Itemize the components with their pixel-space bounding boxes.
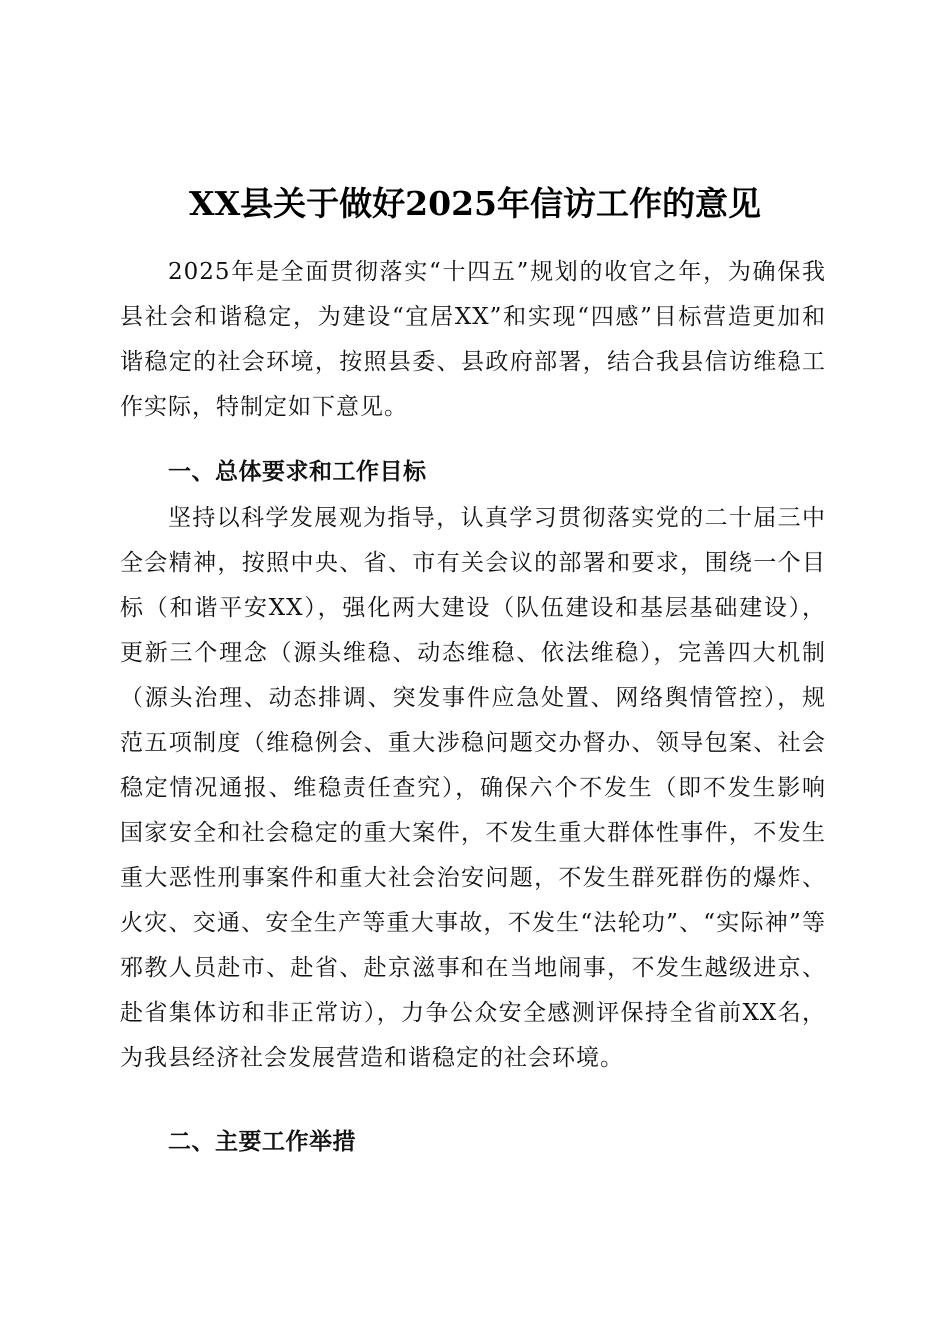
section-1-paragraph: 坚持以科学发展观为指导，认真学习贯彻落实党的二十届三中全会精神，按照中央、省、市有关会议的部署和要求，围绕一个目标（和谐平安XX），强化两大建设（队伍建设和基层基础建设），更新三个理念（源头维稳、动态维稳、依法维稳），完善四大机制（源头治理、动态排调、突发事件应急处置、网络舆情管控），规范五项制度（维稳例会、重大涉稳问题交办督办、领导包案、社会稳定情况通报、维稳责任查究），确保六个不发生（即不发生影响国家安全和社会稳定的重大案件，不发生重大群体性事件，不发生重大恶性刑事案件和重大社会治安问题，不发生群死群伤的爆炸、火灾、交通、安全生产等重大事故，不发生“法轮功”、“实际神”等邪教人员赴市、赴省、赴京滋事和在当地闹事，不发生越级进京、赴省集体访和非正常访），力争公众安全感测评保持全省前XX名，为我县经济社会发展营造和谐稳定的社会环境。 [120,505,826,1071]
intro-paragraph: 2025年是全面贯彻落实“十四五”规划的收官之年，为确保我县社会和谐稳定，为建设“宜居XX”和实现“四感”目标营造更加和谐稳定的社会环境，按照县委、县政府部署，结合我县信访维稳工作实际，特制定如下意见。 [120,259,826,420]
section-heading-2: 二、主要工作举措 [168,1129,356,1155]
document-title: XX县关于做好2025年信访工作的意见 [188,184,762,223]
section-heading-1: 一、总体要求和工作目标 [168,459,427,485]
